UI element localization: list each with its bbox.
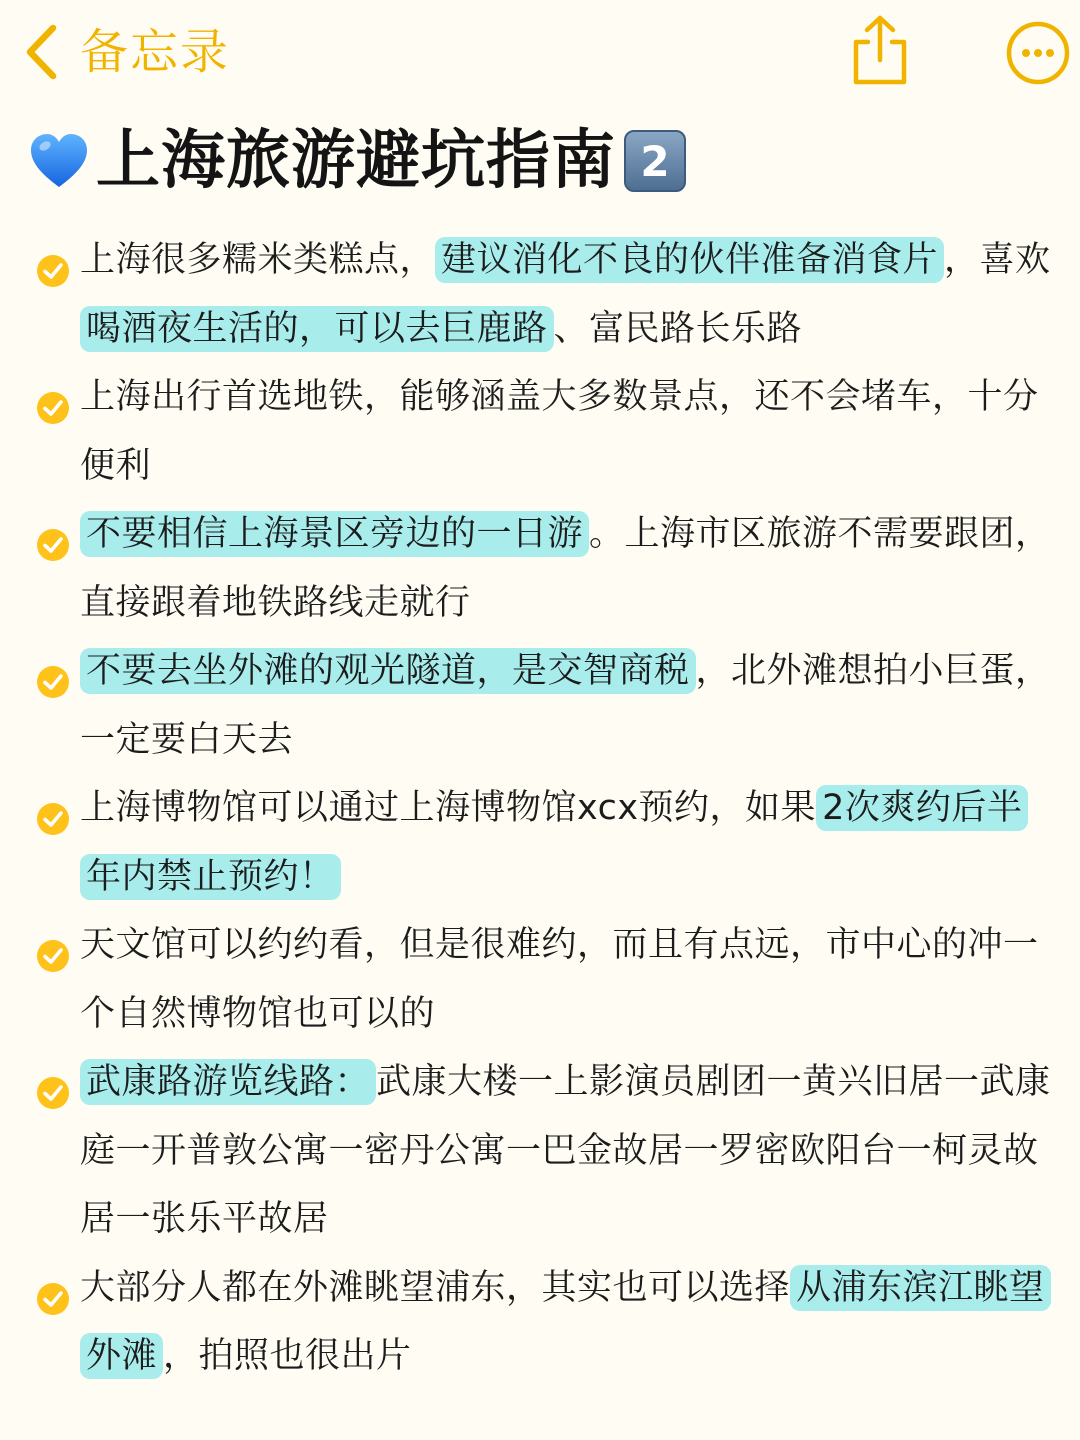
blue-heart-icon [28, 130, 90, 192]
list-item [36, 911, 1056, 1048]
list-item [36, 774, 1056, 911]
highlighted-text: 不要相信上海景区旁边的一日游 [80, 511, 589, 557]
item-text: 大部分人都在外滩眺望浦东，其实也可以选择 [80, 1267, 791, 1308]
list-item [36, 226, 1056, 363]
back-button[interactable] [24, 20, 230, 84]
check-icon [36, 928, 70, 962]
share-icon [850, 14, 910, 86]
check-icon [36, 1271, 70, 1305]
check-icon [36, 1065, 70, 1099]
back-label: 备忘录 [80, 24, 231, 80]
check-icon [36, 654, 70, 688]
item-text: ，喜欢 [944, 240, 1051, 280]
check-icon [36, 380, 70, 414]
check-icon [36, 517, 70, 551]
list-item [36, 637, 1056, 774]
item-text: 武康大楼一上影演员剧团一黄兴旧居一武康庭一开普敦公寓一密丹公寓一巴金故居一罗密欧阳台一柯灵故居一张乐平故居 [80, 1062, 1051, 1239]
highlighted-text: 从浦东滨江眺望外滩 [80, 1265, 1051, 1380]
list-item [36, 363, 1056, 500]
item-text: 、富民路长乐路 [553, 308, 803, 349]
more-options-button[interactable] [1005, 20, 1071, 90]
item-text: ，北外滩想拍小巨蛋，一定要白天去 [80, 651, 1051, 760]
top-nav-bar [0, 0, 1080, 105]
check-icon [36, 243, 70, 277]
list-item [36, 500, 1056, 637]
item-text: 上海出行首选地铁，能够涵盖大多数景点，还不会堵车，十分便利 [80, 377, 1039, 486]
list-item [36, 1048, 1056, 1254]
highlighted-text: 不要去坐外滩的观光隧道，是交智商税 [80, 648, 696, 694]
item-text: 。上海市区旅游不需要跟团，直接跟着地铁路线走就行 [80, 514, 1051, 623]
share-button[interactable] [850, 14, 910, 90]
highlighted-text: 喝酒夜生活的，可以去巨鹿路 [80, 306, 554, 352]
note-title [28, 118, 686, 204]
item-text: 上海博物馆可以通过上海博物馆xcx预约，如果 [80, 788, 817, 828]
more-icon [1005, 20, 1071, 86]
item-text: ，拍照也很出片 [163, 1336, 412, 1376]
notes-list [36, 226, 1056, 1391]
highlighted-text: 武康路游览线路： [80, 1059, 376, 1105]
chevron-left-icon [24, 23, 58, 81]
highlighted-text: 建议消化不良的伙伴准备消食片 [435, 237, 944, 283]
list-item [36, 1254, 1056, 1391]
check-icon [36, 791, 70, 825]
item-text: 上海很多糯米类糕点， [80, 240, 436, 280]
item-text: 天文馆可以约约看，但是很难约，而且有点远，市中心的冲一个自然博物馆也可以的 [80, 925, 1039, 1034]
page-title: 上海旅游避坑指南 [96, 124, 616, 198]
highlighted-text: 2次爽约后半年内禁止预约！ [80, 785, 1028, 900]
number-badge: 2 [624, 130, 686, 192]
